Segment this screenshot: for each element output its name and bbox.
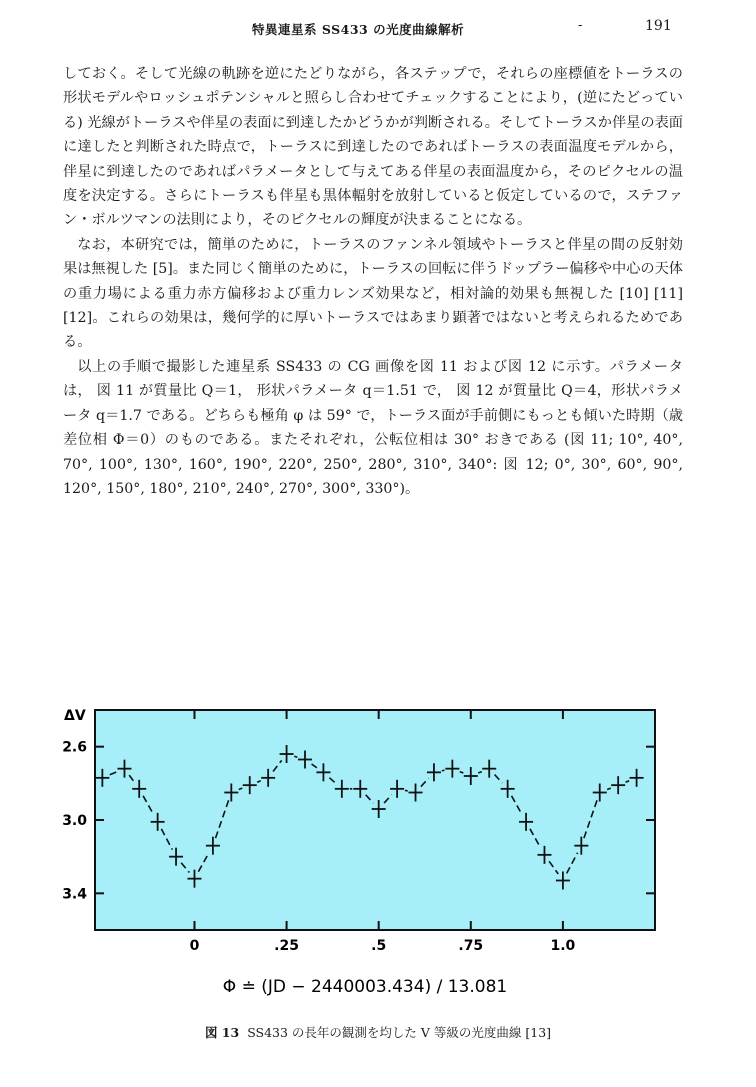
running-title: 特異連星系 SS433 の光度曲線解析 [252,22,465,37]
y-axis-label: ΔV [64,708,86,724]
light-curve-chart [60,700,700,1000]
x-tick-label: .75 [458,938,484,954]
figure-caption [0,1023,756,1041]
x-tick-label: 1.0 [550,938,576,954]
connector-segment [294,756,297,757]
y-tick-label: 2.6 [62,739,87,756]
body-text [63,62,683,501]
running-header [0,18,756,42]
y-tick-label: 3.4 [62,886,87,903]
plot-area [95,710,655,930]
x-tick-label: .5 [371,938,387,954]
connector-segment [405,790,408,791]
y-tick-label: 3.0 [62,813,87,829]
paragraph-2: なお，本研究では，簡単のために，トーラスのファンネル領域やトーラスと伴星の間の反射効果は無視した [5]。また同じく簡単のために，トーラスの回転に伴うドップラー偏移や中心の天体の重力場による重力赤方偏移および重力レンズ効果など，相対論的効果も無視した [10] [11] [12]。これらの効果は，幾何学的に厚いトーラスではあまり顕著ではないと考えられるためである。 [63,236,683,351]
figure-label: 図 13 [204,1025,240,1040]
paragraph-3: 以上の手順で撮影した連星系 SS433 の CG 画像を図 11 および図 12 に示す。パラメータは， 図 11 が質量比 Q＝1， 形状パラメータ q＝1.51 で， 図 12 が質量比 Q＝4，形状パラメータ q＝1.7 である。どちらも極角 φ は 59° で，トーラス面が手前側にもっとも傾いた時期（歳差位相 Φ＝0）のものである。またそれぞれ，公転位相は 30° おきである (図 11; 10°, 40°, 70°, 100°, 130°, 160°, 190°, 220°, 250°, 280°, 310°, 340°: 図 12; 0°, 30°, 60°, 90°, 120°, 150°, 180°, 210°, 240°, 270°, 300°, 330°)。 [63,358,683,497]
x-tick-label: 0 [189,938,200,954]
x-tick-label: .25 [274,938,299,954]
caption-text: SS433 の長年の観測を均した V 等級の光度曲線 [13] [247,1025,552,1040]
page-number: 191 [645,18,672,34]
light-curve-figure [60,700,700,1000]
connector-segment [442,770,445,771]
paragraph-1: しておく。そして光線の軌跡を逆にたどりながら，各ステップで，それらの座標値をトーラスの形状モデルやロッシュポテンシャルと照らし合わせてチェックすることにより，(逆にたどっている) 光線がトーラスや伴星の表面に到達したかどうかが判断される。そしてトーラスか伴星の表面に達したと判断された時点で，トーラスに到達したのであればトーラスの表面温度モデルから，伴星に到達したのであればパラメータとして与えてある伴星の表面温度から，そのピクセルの温度を決定する。さらにトーラスも伴星も黒体輻射を放射していると仮定しているので，ステファン・ボルツマンの法則により，そのピクセルの輝度が決まることになる。 [63,66,683,229]
header-dash: - [578,18,583,33]
x-axis-label: Φ ≐ (JD − 2440003.434) / 13.081 [222,977,508,997]
